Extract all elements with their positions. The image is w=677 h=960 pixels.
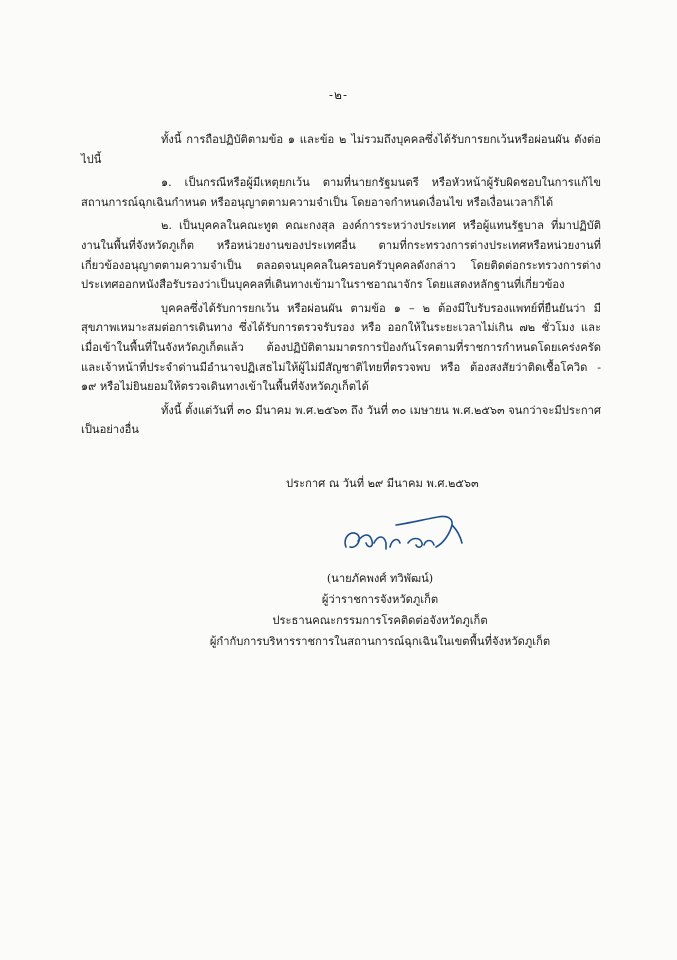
signatory-details [209,568,551,652]
signatory-title-emergency: ผู้กำกับการบริหารราชการในสถานการณ์ฉุกเฉินในเขตพื้นที่จังหวัดภูเก็ต [209,635,551,648]
item-2-paragraph: ๒. เป็นบุคคลในคณะทูต คณะกงสุล องค์การระหว่างประเทศ หรือผู้แทนรัฐบาล ที่มาปฏิบัติงานในพื้นที่จังหวัดภูเก็ต หรือหน่วยงานของประเทศอื่น ตามที่กระทรวงการต่างประเทศหรือหน่วยงานที่เกี่ยวข้องอนุญาตตามความจำเป็น ตลอดจนบุคคลในครอบครัวบุคคลดังกล่าว โดยติดต่อกระทรวงการต่างประเทศออกหนังสือรับรองว่าเป็นบุคคลที่เดินทางเข้ามาในราชอาณาจักร โดยแสดงหลักฐานที่เกี่ยวข้อง [81,219,601,292]
signatory-name: (นายภัคพงศ์ ทวิพัฒน์) [326,572,434,585]
document-body [81,130,601,440]
exemption-paragraph: บุคคลซึ่งได้รับการยกเว้น หรือผ่อนผัน ตามข้อ ๑ – ๒ ต้องมีใบรับรองแพทย์ที่ยืนยันว่า มีสุขภาพเหมาะสมต่อการเดินทาง ซึ่งได้รับการตรวจรับรอง หรือ ออกให้ในระยะเวลาไม่เกิน ๗๒ ชั่วโมง และเมื่อเข้าในพื้นที่ในจังหวัดภูเก็ตแล้ว ต้องปฏิบัติตามมาตรการป้องกันโรคตามที่ราชการกำหนดโดยเคร่งครัด และเจ้าหน้าที่ประจำด่านมีอำนาจปฏิเสธไม่ให้ผู้ไม่มีสัญชาติไทยที่ตรวจพบ หรือ ต้องสงสัยว่าติดเชื้อโควิด - ๑๙ หรือไม่ยินยอมให้ตรวจเดินทางเข้าในพื้นที่จังหวัดภูเก็ตได้ [81,301,601,394]
effective-date-paragraph: ทั้งนี้ ตั้งแต่วันที่ ๓๐ มีนาคม พ.ศ.๒๕๖๓ ถึง วันที่ ๓๐ เมษายน พ.ศ.๒๕๖๓ จนกว่าจะมีประกาศเป็นอย่างอื่น [81,403,601,437]
page-number: -๒- [328,88,349,102]
signatory-title-governor: ผู้ว่าราชการจังหวัดภูเก็ต [321,593,439,606]
announcement-date: ประกาศ ณ วันที่ ๒๙ มีนาคม พ.ศ.๒๕๖๓ [286,477,479,490]
intro-paragraph: ทั้งนี้ การถือปฏิบัติตามข้อ ๑ และข้อ ๒ ไม่รวมถึงบุคคลซึ่งได้รับการยกเว้นหรือผ่อนผัน ดังต่อไปนี้ [81,133,601,166]
signatory-title-committee: ประธานคณะกรรมการโรคติดต่อจังหวัดภูเก็ต [272,614,488,627]
item-1-paragraph: ๑. เป็นกรณีหรือผู้มีเหตุยกเว้น ตามที่นายกรัฐมนตรี หรือหัวหน้าผู้รับผิดชอบในการแก้ไขสถานการณ์ฉุกเฉินกำหนด หรืออนุญาตตามความจำเป็น โดยอาจกำหนดเงื่อนไข หรือเงื่อนเวลาก็ได้ [81,176,601,209]
handwritten-signature [338,507,468,559]
